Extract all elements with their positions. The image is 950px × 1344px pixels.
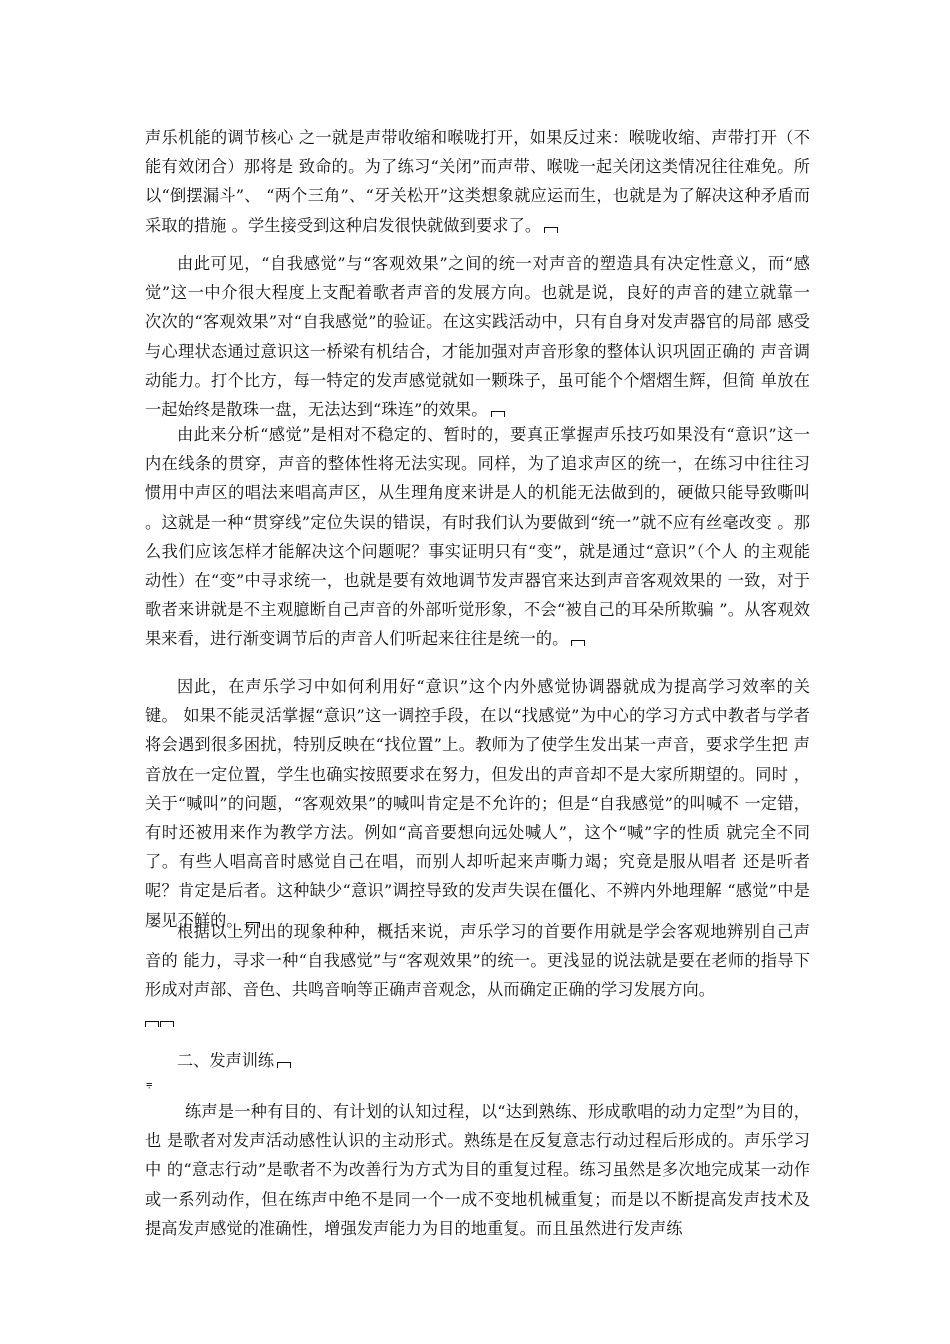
paragraph-2-text: 由此可见，“自我感觉”与“客观效果”之间的统一对声音的塑造具有决定性意义，而“感 觉”这一中介很大程度上支配着歌者声音的发展方向。也就是说，良好的声音的建立就靠一 次次的“客观效果”对“自我感觉”的验证。在这实践活动中，只有自身对发声器官的局部 感受与心理状态通过意识这一桥梁有机结合，才能加强对声音形象的整体认识巩固正确的 声音调动能力。打个比方，每一特定的发声感觉就如一颗珠子，虽可能个个熠熠生辉，但简 单放在一起始终是散珠一盘，无法达到“珠连”的效果。 (145, 254, 810, 420)
paragraph-mark-icon (145, 1021, 159, 1027)
paragraph-1 (145, 123, 810, 240)
paragraph-mark-icon (277, 1062, 291, 1068)
paragraph-2 (145, 249, 810, 424)
section-heading-text: 二、发声训练 (177, 1051, 275, 1070)
paragraph-3-text: 由此来分析“感觉”是相对不稳定的、暂时的，要真正掌握声乐技巧如果没有“意识”这一 内在线条的贯穿，声音的整体性将无法实现。同样，为了追求声区的统一，在练习中往往习 惯用中声区的唱法来唱高声区，从生理角度来讲是人的机能无法做到的，硬做只能导致嘶叫 。这就是一种“贯穿线”定位失误的错误，有时我们认为要做到“统一”就不应有丝毫改变 。那么我们应该怎样才能解决这个问题呢？事实证明只有“变”，就是通过“意识”（个人 的主观能动性）在“变”中寻求统一，也就是要有效地调节发声器官来达到声音客观效果的 一致，对于歌者来讲就是不主观臆断自己声音的外部听觉形象，不会“被自己的耳朵所欺骗 ”。从客观效果来看，进行渐变调节后的声音人们听起来往往是统一的。 (145, 425, 810, 649)
paragraph-4 (145, 672, 810, 935)
paragraph-3 (145, 420, 810, 654)
paragraph-mark-icon (491, 411, 505, 417)
paragraph-6 (145, 1097, 810, 1243)
paragraph-4-text: 因此，在声乐学习中如何利用好“意识”这个内外感觉协调器就成为提高学习效率的关键。 如果不能灵活掌握“意识”这一调控手段，在以“找感觉”为中心的学习方式中教者与学者 将会遇到很多困扰，特别反映在“找位置”上。教师为了使学生发出某一声音，要求学生把 声音放在一定位置，学生也确实按照要求在努力，但发出的声音却不是大家所期望的。同时 ，关于“喊叫”的问题，“客观效果”的喊叫肯定是不允许的；但是“自我感觉”的叫喊不 一定错，有时还被用来作为教学方法。例如“高音要想向远处喊人”，这个“喊”字的性质 就完全不同了。有些人唱高音时感觉自己在唱，而别人却听起来声嘶力竭；究竟是服从唱者 还是听者呢？肯定是后者。这种缺少“意识”调控导致的发声失误在僵化、不辨内外地理解 “感觉”中是屡见不鲜的。 (145, 677, 810, 930)
paragraph-6-text: 练声是一种有目的、有计划的认知过程，以“达到熟练、形成歌唱的动力定型”为目的，也 是歌者对发声活动感性认识的主动形式。熟练是在反复意志行动过程后形成的。声乐学习中 的“意志行动”是歌者不为改善行为方式为目的重复过程。练习虽然是多次地完成某一动作 或一系列动作，但在练声中绝不是同一个一成不变地机械重复；而是以不断提高发声技术及 提高发声感觉的准确性，增强发声能力为目的地重复。而且虽然进行发声练 (145, 1102, 810, 1238)
paragraph-5-text: 根据以上列出的现象种种，概括来说，声乐学习的首要作用就是学会客观地辨别自己声音的 能力，寻求一种“自我感觉”与“客观效果”的统一。更浅显的说法就是要在老师的指导下 形成对声部、音色、共鸣音响等正确声音观念，从而确定正确的学习发展方向。 (145, 922, 810, 1000)
paragraph-5 (145, 917, 810, 1034)
paragraph-mark-icon (571, 640, 585, 646)
small-mark-icon: ⩦ (146, 1077, 153, 1090)
paragraph-mark-icon (160, 1021, 174, 1027)
paragraph-1-text: 声乐机能的调节核心 之一就是声带收缩和喉咙打开，如果反过来：喉咙收缩、声带打开（不能有效闭合）那将是 致命的。为了练习“关闭”而声带、喉咙一起关闭这类情况往往难免。所以“倒摆漏斗”、 “两个三角”、“牙关松开”这类想象就应运而生，也就是为了解决这种矛盾而采取的措施 。学生接受到这种启发很快就做到要求了。 (145, 128, 810, 235)
section-heading (177, 1046, 291, 1075)
paragraph-mark-icon (544, 227, 558, 233)
